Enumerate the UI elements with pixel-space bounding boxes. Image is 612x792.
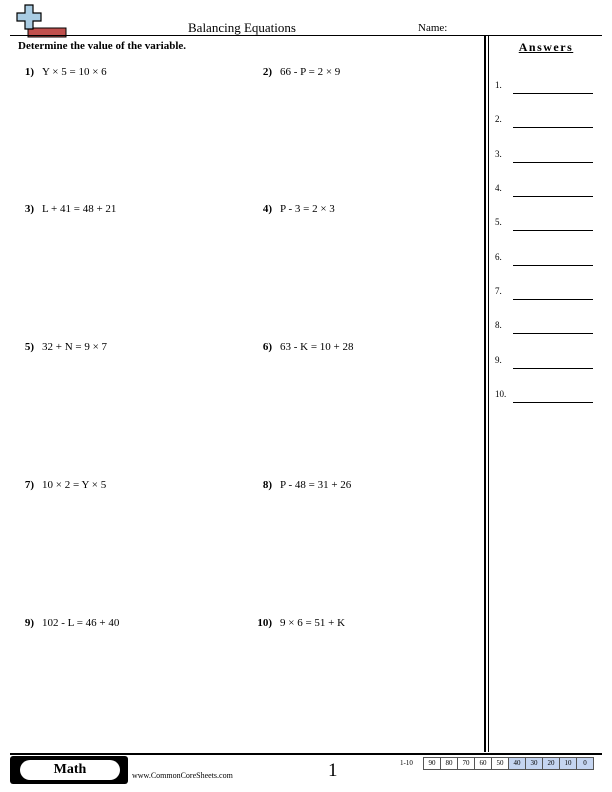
answers-heading: Answers: [518, 40, 574, 54]
answer-line-6[interactable]: [495, 252, 595, 266]
score-table: [424, 757, 594, 770]
worksheet-title: Balancing Equations: [188, 20, 296, 35]
answer-line-2[interactable]: [495, 114, 595, 128]
problem-text: 63 - K = 10 + 28: [280, 341, 354, 353]
answer-label: 1.: [495, 80, 502, 90]
answer-label: 10.: [495, 389, 507, 399]
problem-5: 5) 32 + N = 9 × 7: [24, 341, 108, 353]
problem-2: 2) 66 - P = 2 × 9: [262, 66, 341, 78]
header-divider: [10, 35, 602, 36]
answer-label: 9.: [495, 355, 502, 365]
answer-label: 6.: [495, 252, 502, 262]
problem-10: 10) 9 × 6 = 51 + K: [257, 617, 346, 629]
problem-text: L + 41 = 48 + 21: [42, 203, 117, 215]
score-cell: 30: [525, 757, 543, 770]
answer-label: 4.: [495, 183, 502, 193]
answer-label: 5.: [495, 217, 502, 227]
score-cell: 10: [559, 757, 577, 770]
answer-label: 7.: [495, 286, 502, 296]
answer-label: 3.: [495, 149, 502, 159]
problem-9: 9) 102 - L = 46 + 40: [24, 617, 120, 629]
problem-6: 6) 63 - K = 10 + 28: [262, 341, 354, 353]
site-url: www.CommonCoreSheets.com: [132, 771, 233, 780]
problem-text: 10 × 2 = Y × 5: [42, 479, 107, 491]
name-label: Name:: [418, 22, 448, 34]
answer-line-8[interactable]: [495, 320, 595, 334]
score-cell: 40: [508, 757, 526, 770]
answer-line-7[interactable]: [495, 286, 595, 300]
score-cell: 0: [576, 757, 594, 770]
score-cell: 80: [440, 757, 458, 770]
score-cell: 20: [542, 757, 560, 770]
problem-text: 32 + N = 9 × 7: [42, 341, 108, 353]
problem-text: P - 3 = 2 × 3: [280, 203, 335, 215]
problem-7: 7) 10 × 2 = Y × 5: [24, 479, 107, 491]
problem-text: Y × 5 = 10 × 6: [42, 66, 107, 78]
score-cell: 60: [474, 757, 492, 770]
answer-line-9[interactable]: [495, 355, 595, 369]
problem-4: 4) P - 3 = 2 × 3: [262, 203, 335, 215]
answer-column-border-inner: [488, 36, 489, 752]
problem-text: 9 × 6 = 51 + K: [280, 617, 346, 629]
answer-label: 8.: [495, 320, 502, 330]
subject-label: Math: [20, 760, 120, 780]
score-range-label: 1-10: [400, 759, 413, 767]
problem-3: 3) L + 41 = 48 + 21: [24, 203, 117, 215]
problem-text: 66 - P = 2 × 9: [280, 66, 341, 78]
page-number: 1: [328, 760, 338, 781]
problem-text: 102 - L = 46 + 40: [42, 617, 120, 629]
score-cell: 70: [457, 757, 475, 770]
score-cell: 50: [491, 757, 509, 770]
plus-logo-icon: [16, 4, 70, 38]
answer-line-5[interactable]: [495, 217, 595, 231]
answer-line-3[interactable]: [495, 149, 595, 163]
problem-8: 8) P - 48 = 31 + 26: [262, 479, 352, 491]
answer-line-1[interactable]: [495, 80, 595, 94]
problem-1: 1) Y × 5 = 10 × 6: [24, 66, 107, 78]
instructions: Determine the value of the variable.: [18, 40, 187, 52]
answer-line-10[interactable]: [495, 389, 595, 403]
score-cell: 90: [423, 757, 441, 770]
answer-column-border: [484, 36, 486, 752]
answer-label: 2.: [495, 114, 502, 124]
footer-divider: [10, 753, 602, 755]
problem-text: P - 48 = 31 + 26: [280, 479, 352, 491]
answer-line-4[interactable]: [495, 183, 595, 197]
